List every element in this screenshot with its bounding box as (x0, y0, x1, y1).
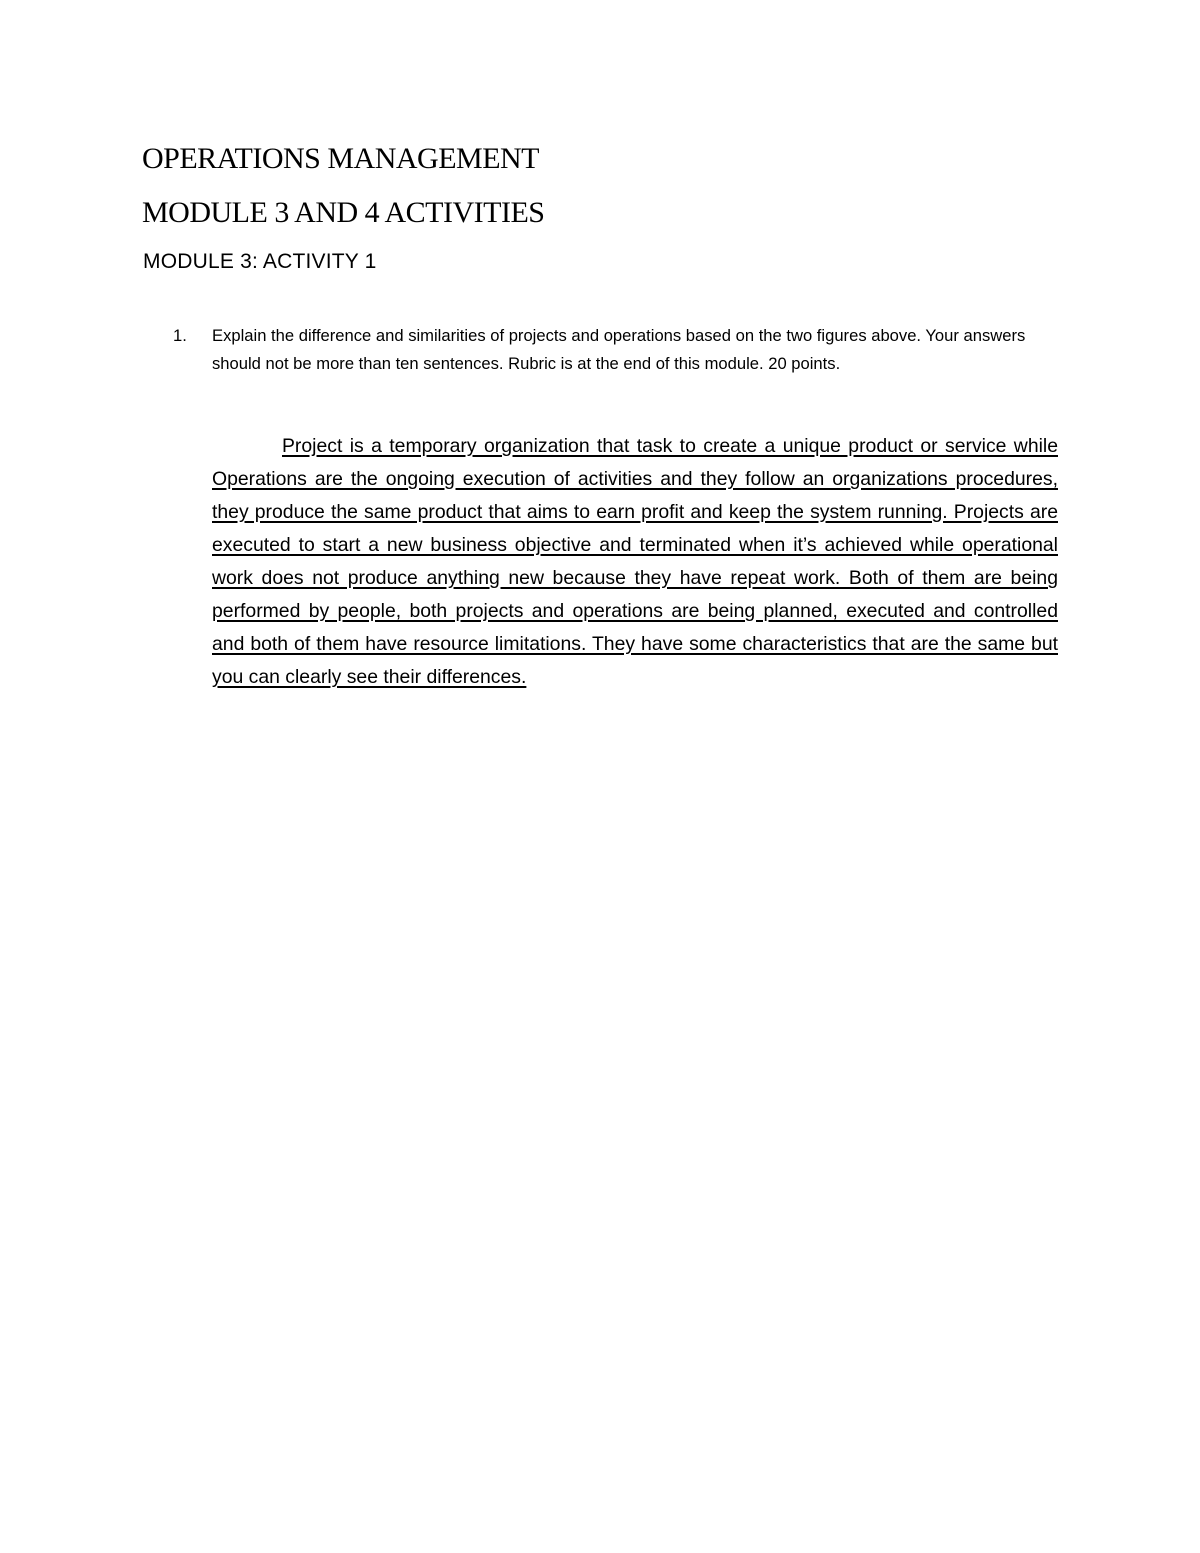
document-subtitle: MODULE 3 AND 4 ACTIVITIES (142, 196, 545, 229)
question-item (173, 322, 1063, 378)
question-number: 1. (173, 326, 187, 345)
answer-paragraph: Project is a temporary organization that task to create a unique product or service while Operations are the ongoing execution of activities and they follow an organizations procedures, they produce the same product that aims to earn profit and keep the system running. Projects are executed to start a new business objective and terminated when it’s achieved while operational work does not produce anything new because they have repeat work. Both of them are being performed by people, both projects and operations are being planned, executed and controlled and both of them have resource limitations. They have some characteristics that are the same but you can clearly see their differences. (212, 435, 1058, 688)
question-text: Explain the difference and similarities of projects and operations based on the two figures above. Your answers should not be more than ten sentences. Rubric is at the end of this module. 20 points. (212, 326, 1026, 373)
document-title: OPERATIONS MANAGEMENT (142, 142, 540, 175)
section-heading: MODULE 3: ACTIVITY 1 (143, 250, 377, 273)
